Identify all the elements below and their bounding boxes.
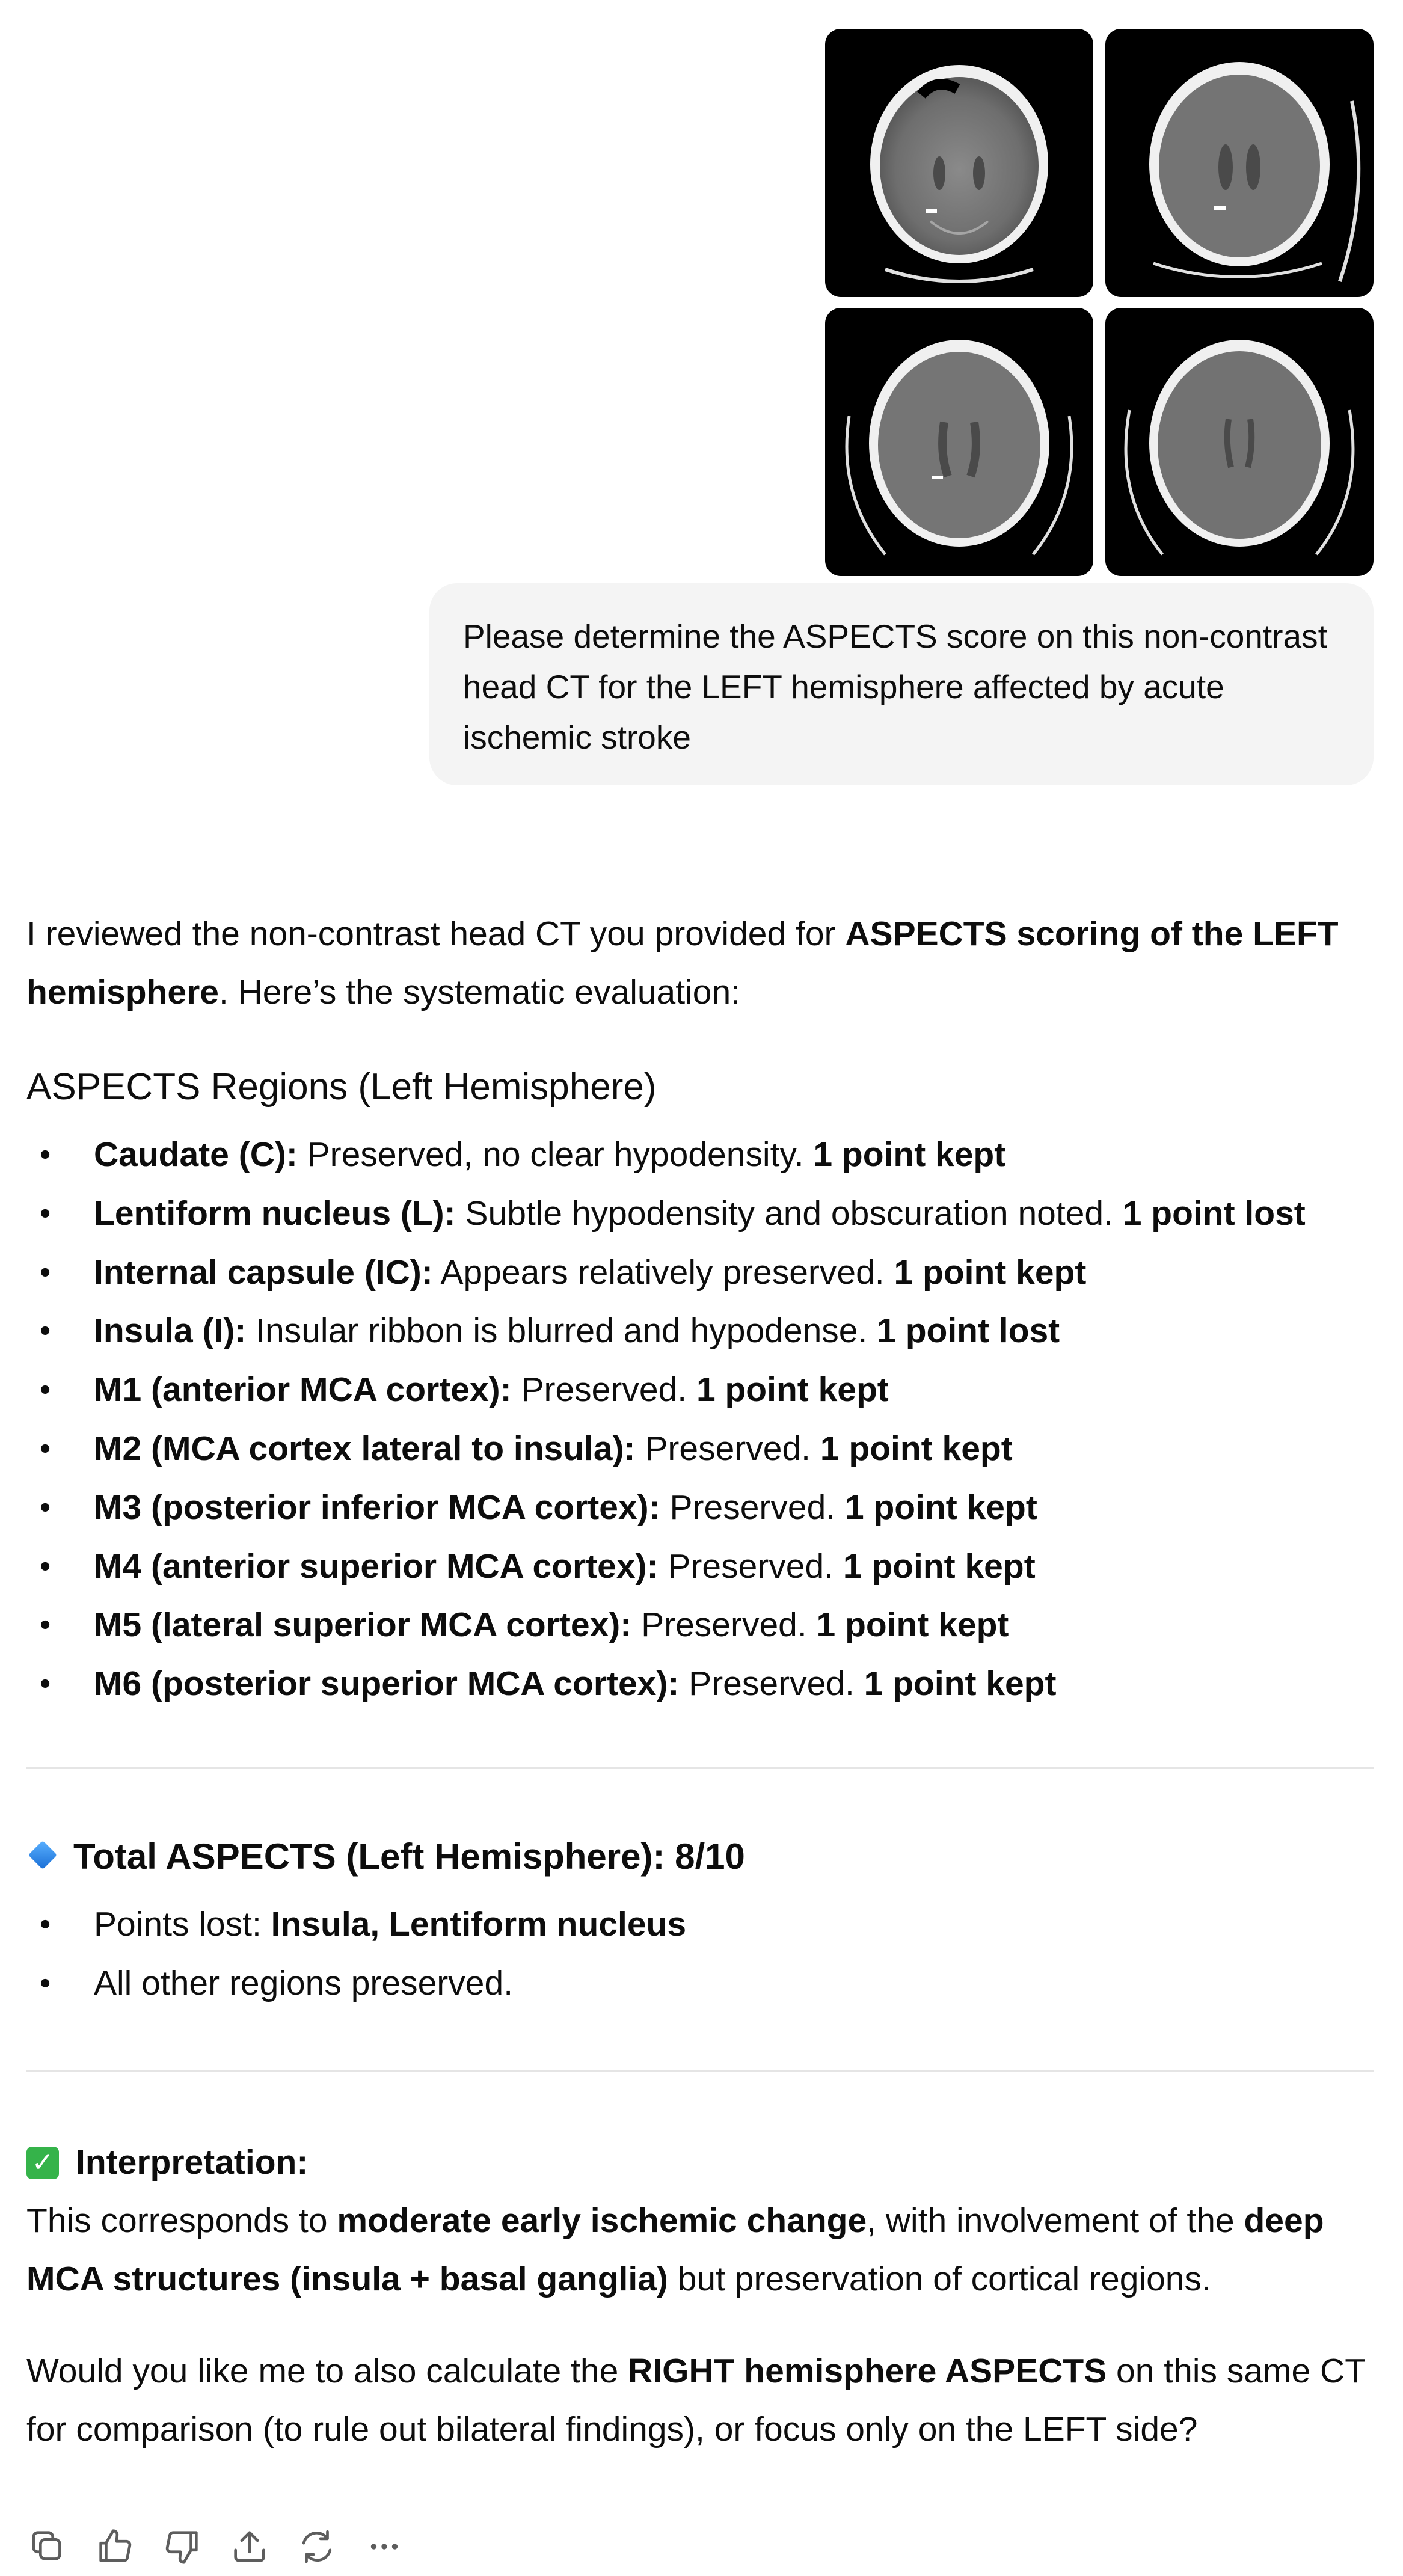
total-heading xyxy=(26,1833,745,1881)
total-heading-text: Total ASPECTS (Left Hemisphere): 8/10 xyxy=(73,1836,745,1877)
interpretation-label-row xyxy=(26,2133,1374,2192)
total-list xyxy=(26,1895,1374,2013)
share-icon[interactable] xyxy=(229,2525,271,2568)
followup-paragraph xyxy=(26,2342,1374,2459)
region-name: M5 (lateral superior MCA cortex): xyxy=(94,1605,632,1645)
list-item xyxy=(26,1185,1374,1244)
followup-text-1: Would you like me to also calculate the xyxy=(26,2352,628,2390)
region-result: 1 point kept xyxy=(816,1605,1009,1645)
attached-images xyxy=(825,29,1374,576)
followup-text-2: on this same CT for comparison (to rule out bilateral findings), or focus only on the LEFT side? xyxy=(26,2352,1366,2449)
thumbs-up-icon[interactable] xyxy=(94,2525,136,2568)
interp-text-3: but preservation of cortical regions. xyxy=(668,2260,1211,2298)
divider xyxy=(26,2070,1374,2072)
points-lost-label: Points lost: xyxy=(94,1905,271,1943)
region-result: 1 point kept xyxy=(813,1135,1006,1174)
list-item xyxy=(26,1895,1374,1954)
region-desc: Preserved. xyxy=(631,1605,817,1645)
region-result: 1 point kept xyxy=(696,1370,889,1409)
more-icon[interactable] xyxy=(363,2525,405,2568)
list-item xyxy=(26,1302,1374,1361)
region-name: M4 (anterior superior MCA cortex): xyxy=(94,1547,659,1586)
user-message-bubble xyxy=(429,583,1374,785)
points-lost-value: Insula, Lentiform nucleus xyxy=(271,1905,687,1943)
region-desc: Preserved, no clear hypodensity. xyxy=(297,1135,814,1174)
region-desc: Preserved. xyxy=(635,1429,820,1468)
region-result: 1 point kept xyxy=(864,1664,1057,1704)
ct-image-4[interactable] xyxy=(1105,308,1374,576)
interp-bold-1: moderate early ischemic change xyxy=(337,2201,867,2240)
interpretation-label: Interpretation: xyxy=(76,2143,309,2182)
region-name: Internal capsule (IC): xyxy=(94,1253,433,1292)
region-result: 1 point lost xyxy=(877,1311,1060,1351)
check-mark-button-icon: ✓ xyxy=(26,2147,59,2179)
region-name: M3 (posterior inferior MCA cortex): xyxy=(94,1488,660,1527)
region-desc: Subtle hypodensity and obscuration noted. xyxy=(455,1194,1123,1233)
region-desc: Preserved. xyxy=(658,1547,843,1586)
interp-text-1: This corresponds to xyxy=(26,2201,337,2240)
region-desc: Preserved. xyxy=(660,1488,845,1527)
thumbs-down-icon[interactable] xyxy=(161,2525,203,2568)
intro-text-1: I reviewed the non-contrast head CT you provided for xyxy=(26,915,846,953)
region-desc: Insular ribbon is blurred and hypodense. xyxy=(246,1311,877,1351)
ct-image-2[interactable] xyxy=(1105,29,1374,297)
region-name: Insula (I): xyxy=(94,1311,247,1351)
region-name: Lentiform nucleus (L): xyxy=(94,1194,456,1233)
region-name: M6 (posterior superior MCA cortex): xyxy=(94,1664,680,1704)
regenerate-icon[interactable] xyxy=(296,2525,338,2568)
interpretation-paragraph xyxy=(26,2192,1374,2308)
region-name: M1 (anterior MCA cortex): xyxy=(94,1370,512,1409)
regions-heading: ASPECTS Regions (Left Hemisphere) xyxy=(26,1066,657,1108)
divider xyxy=(26,1767,1374,1769)
region-result: 1 point lost xyxy=(1122,1194,1306,1233)
region-result: 1 point kept xyxy=(843,1547,1036,1586)
interp-text-2: , with involvement of the xyxy=(867,2201,1244,2240)
region-name: M2 (MCA cortex lateral to insula): xyxy=(94,1429,636,1468)
list-item xyxy=(26,1420,1374,1479)
interp-bold-2: deep MCA structures (insula + basal ganglia) xyxy=(26,2201,1324,2298)
list-item xyxy=(26,1655,1374,1714)
user-message-text: Please determine the ASPECTS score on this non-contrast head CT for the LEFT hemisphere affected by acute ischemic stroke xyxy=(463,618,1327,756)
ct-image-3[interactable] xyxy=(825,308,1093,576)
region-desc: Appears relatively preserved. xyxy=(432,1253,894,1292)
blue-diamond-icon xyxy=(28,1841,57,1869)
intro-bold: ASPECTS scoring of the LEFT hemisphere xyxy=(26,915,1339,1011)
intro-paragraph xyxy=(26,905,1374,1022)
region-desc: Preserved. xyxy=(679,1664,864,1704)
copy-icon[interactable] xyxy=(26,2525,69,2568)
list-item xyxy=(26,1244,1374,1302)
region-desc: Preserved. xyxy=(511,1370,696,1409)
ct-image-1[interactable] xyxy=(825,29,1093,297)
followup-bold: RIGHT hemisphere ASPECTS xyxy=(628,2352,1107,2390)
region-result: 1 point kept xyxy=(820,1429,1013,1468)
intro-text-2: . Here’s the systematic evaluation: xyxy=(218,973,740,1011)
list-item xyxy=(26,1479,1374,1538)
region-result: 1 point kept xyxy=(844,1488,1037,1527)
list-item xyxy=(26,1538,1374,1596)
list-item xyxy=(26,1361,1374,1420)
regions-list xyxy=(26,1126,1374,1714)
region-name: Caudate (C): xyxy=(94,1135,298,1174)
list-item xyxy=(26,1954,1374,2013)
other-regions-text: All other regions preserved. xyxy=(94,1963,514,2002)
list-item xyxy=(26,1126,1374,1185)
region-result: 1 point kept xyxy=(894,1253,1087,1292)
list-item xyxy=(26,1596,1374,1655)
